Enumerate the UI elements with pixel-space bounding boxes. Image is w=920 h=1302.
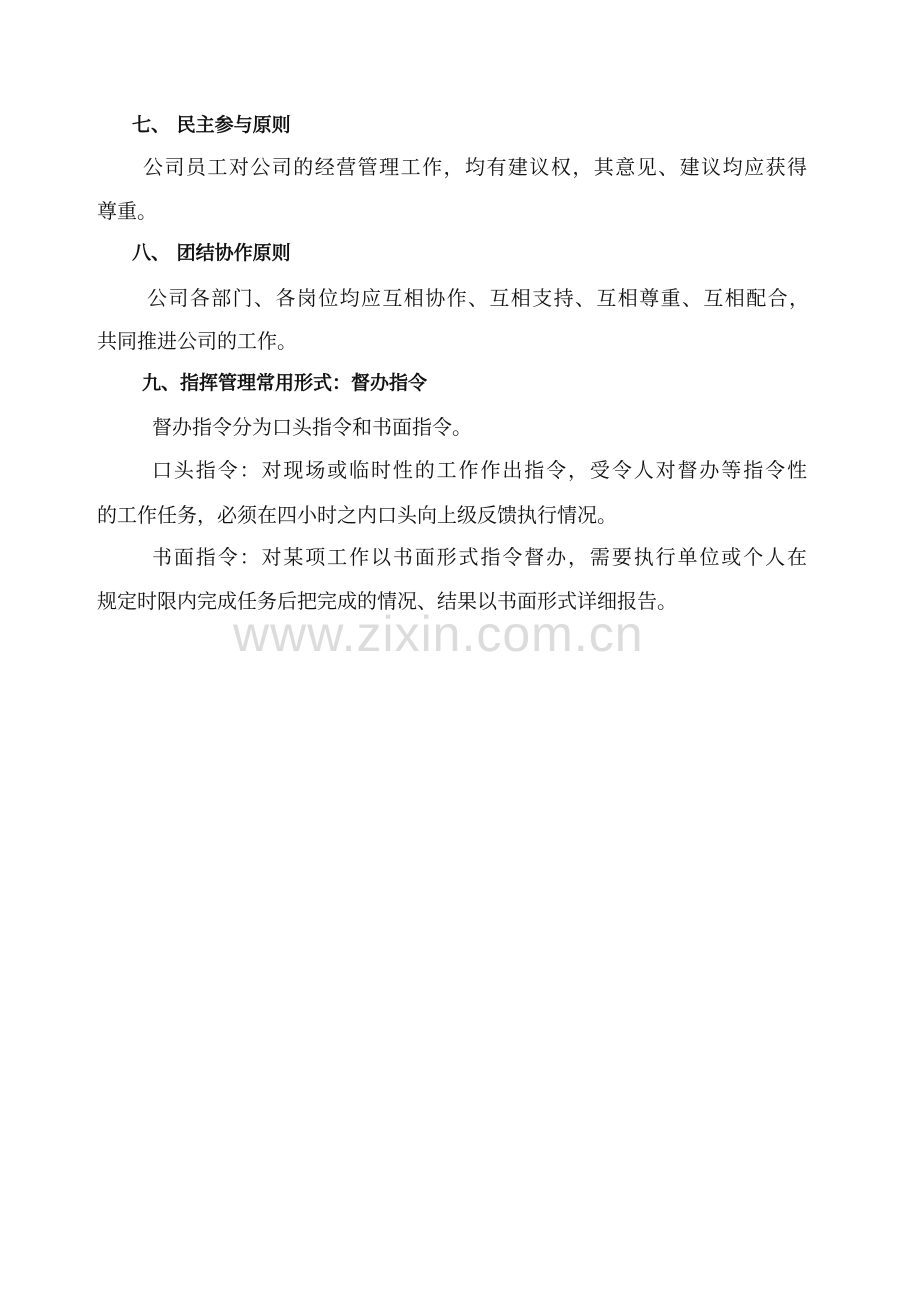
- written-instruction-line-2: 规定时限内完成任务后把完成的情况、结果以书面形式详细报告。: [97, 589, 677, 613]
- section-9-intro: 督办指令分为口头指令和书面指令。: [152, 415, 472, 439]
- section-8-paragraph-line-1: 公司各部门、各岗位均应互相协作、互相支持、互相尊重、互相配合，: [147, 286, 809, 310]
- section-8-heading: 八、 团结协作原则: [132, 242, 291, 264]
- watermark-text: www.zixin.com.cn: [233, 606, 644, 662]
- section-8-paragraph-line-2: 共同推进公司的工作。: [97, 329, 297, 353]
- section-7-paragraph-line-1: 公司员工对公司的经营管理工作，均有建议权，其意见、建议均应获得: [143, 155, 807, 179]
- section-7-paragraph-line-2: 尊重。: [97, 199, 157, 223]
- oral-instruction-line-1: 口头指令：对现场或临时性的工作作出指令，受令人对督办等指令性: [152, 458, 807, 482]
- section-7-heading: 七、 民主参与原则: [132, 114, 291, 136]
- oral-instruction-line-2: 的工作任务，必须在四小时之内口头向上级反馈执行情况。: [97, 503, 617, 527]
- written-instruction-line-1: 书面指令：对某项工作以书面形式指令督办，需要执行单位或个人在: [152, 545, 807, 569]
- section-9-heading: 九、指挥管理常用形式：督办指令: [142, 372, 428, 394]
